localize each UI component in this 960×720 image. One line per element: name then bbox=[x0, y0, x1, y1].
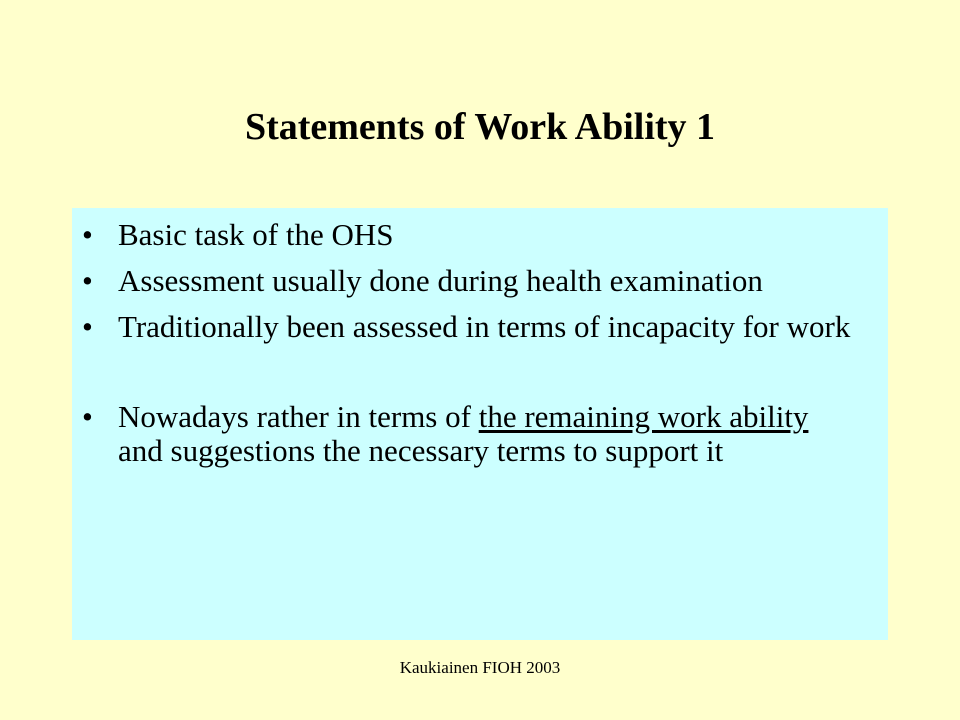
bullet-icon: • bbox=[82, 309, 93, 344]
bullet-text: Basic task of the OHS bbox=[118, 217, 394, 252]
bullet-text: Assessment usually done during health examination bbox=[118, 263, 763, 298]
bullet-item bbox=[72, 218, 888, 252]
bullet-list bbox=[72, 218, 888, 480]
bullet-item bbox=[72, 264, 888, 298]
bullet-item bbox=[72, 310, 888, 344]
bullet-item bbox=[72, 400, 888, 468]
bullet-icon: • bbox=[82, 263, 93, 298]
bullet-text: Traditionally been assessed in terms of incapacity for work bbox=[118, 309, 851, 344]
content-box bbox=[72, 208, 888, 640]
bullet-icon: • bbox=[82, 217, 93, 252]
bullet-text-prefix: Nowadays rather in terms of bbox=[118, 399, 479, 434]
bullet-text-suffix: and suggestions the necessary terms to support it bbox=[118, 433, 724, 468]
slide-title: Statements of Work Ability 1 bbox=[244, 106, 716, 148]
slide-footer: Kaukiainen FIOH 2003 bbox=[399, 658, 561, 677]
bullet-icon: • bbox=[82, 399, 93, 434]
bullet-text-underlined: the remaining work ability bbox=[478, 399, 809, 434]
